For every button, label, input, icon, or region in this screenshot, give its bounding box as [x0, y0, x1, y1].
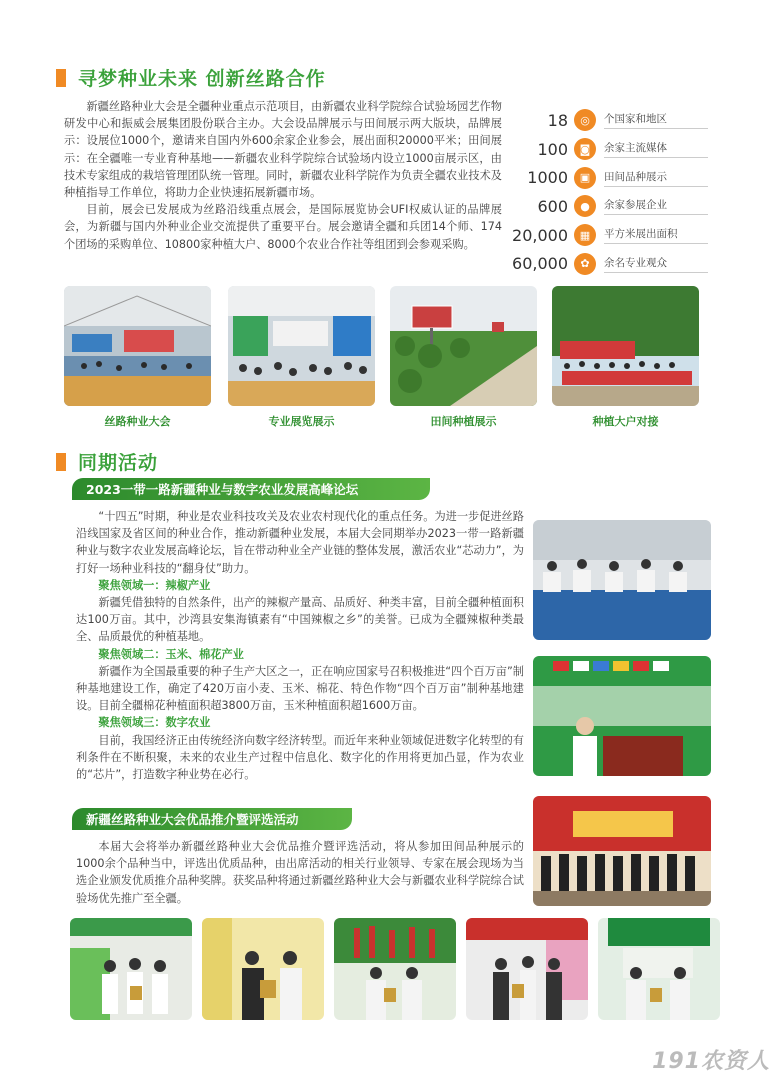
intro-paragraph-1: 新疆丝路种业大会是全疆种业重点示范项目，由新疆农业科学院综合试验场园艺作物研发中心和振威会展集团股份联合主办。大会设品牌展示与田间展示两大版块，品牌展示：设展位1000个，邀请来自国内外600余家企业参会，展出面积20000平米；田间展示：在全疆唯一专业育种基地——新疆农业科学院综合试验场内设立1000亩展示区，由技术专家组成的栽培管理团队统一管理。同时，新疆农业科学院作为负责全疆农业技术及种植指导工作单位，将助力企业快速拓展新疆市场。: [64, 100, 502, 200]
stat-countries: [510, 106, 710, 135]
photo-forum-speaker: [533, 656, 711, 776]
forum-speaker-illustration: [533, 656, 711, 776]
forum-ribbon-text: 2023一带一路新疆种业与数字农业发展高峰论坛: [86, 482, 359, 497]
award-3-illustration: [334, 918, 456, 1020]
focus-text-3: 目前，我国经济正由传统经济向数字经济转型。而近年来种业领域促进数字化转型的有利条件在不断积聚，未来的农业生产过程中信息化、数字化的作用将更加凸显，作为农业的“芯片”，打造数字种业势在必行。: [76, 733, 524, 782]
group-icon: ✿: [574, 253, 596, 275]
selection-ribbon: [72, 808, 352, 830]
photo-award-4: [466, 918, 588, 1020]
stat-label: 余名专业观众: [604, 255, 708, 273]
selection-paragraph: 本届大会将举办新疆丝路种业大会优品推介暨评选活动，将从参加田间品种展示的1000余个品种当中，评选出优质品种，由出席活动的相关行业领导、专家在展会现场为当选企业颁发优质推介品种奖牌。获奖品种将通过新疆丝路种业大会与新疆农业科学院综合试验场优先推广至全疆。: [76, 840, 524, 905]
photo-award-2: [202, 918, 324, 1020]
award-4-illustration: [466, 918, 588, 1020]
area-icon: ▦: [574, 224, 596, 246]
section-title-text: 寻梦种业未来 创新丝路合作: [78, 68, 326, 90]
intro-text: [64, 98, 502, 253]
stat-label: 个国家和地区: [604, 111, 708, 129]
stat-number: 1000: [527, 168, 568, 188]
photo-forum-audience: [533, 520, 711, 640]
selection-ribbon-text: 新疆丝路种业大会优品推介暨评选活动: [86, 812, 299, 827]
focus-text-1: 新疆凭借独特的自然条件，出产的辣椒产量高、品质好、种类丰富，目前全疆种植面积达100万亩。其中，沙湾县安集海镇素有“中国辣椒之乡”的美誉。已成为全疆辣椒种类最全、品质最优的种植基地。: [76, 596, 524, 644]
stat-area: [510, 221, 710, 250]
photo-award-1: [70, 918, 192, 1020]
stat-number: 20,000: [512, 225, 568, 245]
stat-field-varieties: [510, 163, 710, 192]
section-title-text: 同期活动: [78, 452, 159, 474]
stat-label: 余家参展企业: [604, 197, 708, 215]
intro-paragraph-2: 目前，展会已发展成为丝路沿线重点展会，是国际展览协会UFI权威认证的品牌展会，为新疆与国内外种业企业交流提供了重要平台。展会邀请全疆和兵团14个师、174个团场的采购单位、10800家种植大户、8000个农业合作社等组团到会参观采购。: [64, 203, 502, 251]
camera-icon: ◙: [574, 138, 596, 160]
gift-box-icon: ▣: [574, 167, 596, 189]
stat-visitors: [510, 249, 710, 278]
stat-number: 60,000: [512, 254, 568, 274]
stat-label: 平方米展出面积: [604, 226, 708, 244]
forum-audience-illustration: [533, 520, 711, 640]
photo-caption: 专业展览展示: [268, 415, 335, 428]
forum-intro: “十四五”时期，种业是农业科技攻关及农业农村现代化的重点任务。为进一步促进丝路沿线国家及省区间的种业合作，推动新疆种业发展，本届大会同期举办2023一带一路新疆种业与数字农业发展高峰论坛，旨在带动种业全产业链的整体发展，激活农业“芯动力”，为打好一场种业科技的“翻身仗”助力。: [76, 510, 524, 575]
stat-exhibitors: [510, 192, 710, 221]
stat-number: 600: [537, 196, 568, 216]
focus-heading-2: 聚焦领域二：玉米、棉花产业: [98, 647, 244, 661]
focus-text-2: 新疆作为全国最重要的种子生产大区之一，正在响应国家号召积极推进“四个百万亩”制种基地建设工作，确定了420万亩小麦、玉米、棉花、特色作物“四个百万亩”制种基地建设。目前全疆棉花种植面积超3800万亩，玉米种植面积超1600万亩。: [76, 664, 524, 713]
stat-media: [510, 135, 710, 164]
focus-heading-3: 聚焦领域三：数字农业: [98, 716, 211, 730]
focus-heading-1: 聚焦领域一：辣椒产业: [98, 578, 211, 592]
photo-caption: 田间种植展示: [430, 415, 497, 428]
photo-field: [390, 286, 537, 406]
award-stage-illustration: [533, 796, 711, 906]
award-5-illustration: [598, 918, 720, 1020]
field-illustration: [390, 286, 537, 406]
forum-ribbon: [72, 478, 430, 500]
person-icon: ●: [574, 195, 596, 217]
photo-award-stage: [533, 796, 711, 906]
photo-caption: 种植大户对接: [592, 415, 659, 428]
forum-text: [76, 508, 524, 783]
photo-award-3: [334, 918, 456, 1020]
stat-number: 18: [547, 110, 568, 130]
photo-exhibition: [228, 286, 375, 406]
grower-meeting-illustration: [552, 286, 699, 406]
stat-label: 余家主流媒体: [604, 140, 708, 158]
photo-expo-hall: [64, 286, 211, 406]
stat-number: 100: [537, 139, 568, 159]
expo-hall-illustration: [64, 286, 211, 406]
photo-caption: 丝路种业大会: [104, 415, 171, 428]
selection-text: [76, 838, 524, 907]
photo-grower-meeting: [552, 286, 699, 406]
award-1-illustration: [70, 918, 192, 1020]
title-accent-bar: [56, 453, 66, 471]
title-accent-bar: [56, 69, 66, 87]
watermark-logo: 191农资人: [652, 1049, 770, 1074]
exhibition-illustration: [228, 286, 375, 406]
section-title-concurrent: [56, 448, 158, 475]
globe-icon: ◎: [574, 109, 596, 131]
award-2-illustration: [202, 918, 324, 1020]
photo-award-5: [598, 918, 720, 1020]
stat-label: 田间品种展示: [604, 169, 708, 187]
stats-list: [510, 106, 710, 278]
section-title-seek-dream: [56, 64, 326, 91]
